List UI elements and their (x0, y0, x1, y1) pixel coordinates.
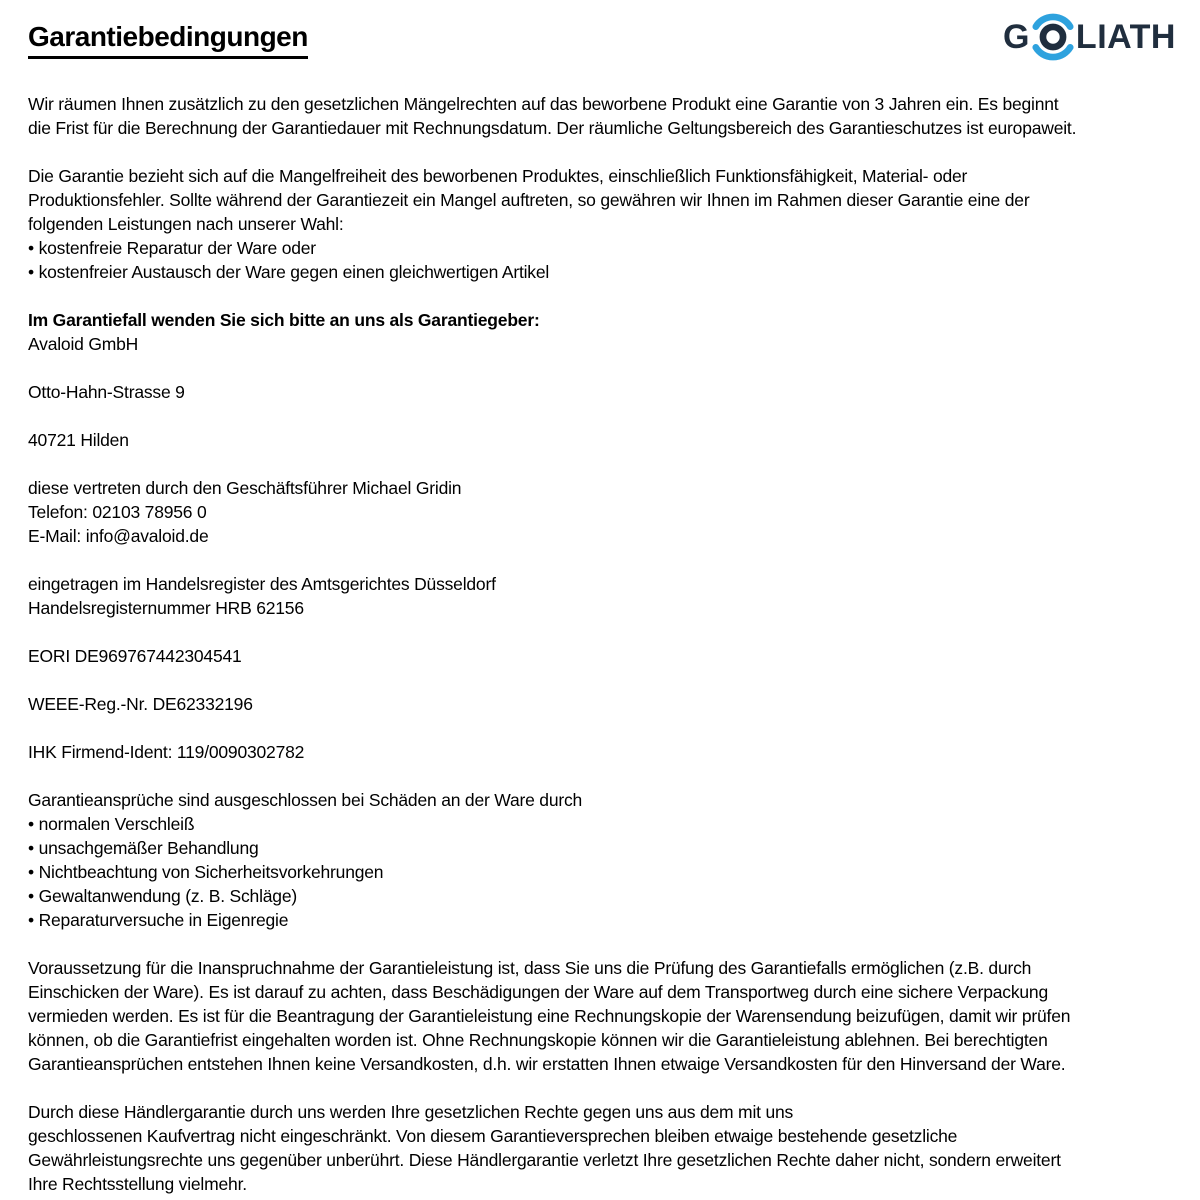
company-name: Avaloid GmbH (28, 334, 139, 354)
guarantor-heading: Im Garantiefall wenden Sie sich bitte an uns als Garantiegeber: (28, 310, 540, 330)
goliath-logo (1003, 8, 1176, 66)
text-line: • unsachgemäßer Behandlung (28, 838, 259, 858)
text-line: Die Garantie bezieht sich auf die Mangelfreiheit des beworbenen Produktes, einschließlich Funktionsfähigkeit, Material- oder (28, 166, 968, 186)
text-line: Ihre Rechtsstellung vielmehr. (28, 1174, 247, 1194)
city-address-block (28, 428, 1172, 452)
city-address: 40721 Hilden (28, 430, 129, 450)
text-line: diese vertreten durch den Geschäftsführer Michael Gridin (28, 478, 462, 498)
representative-block (28, 476, 1172, 548)
text-line: • Gewaltanwendung (z. B. Schläge) (28, 886, 297, 906)
text-line: Telefon: 02103 78956 0 (28, 502, 207, 522)
eori-block (28, 644, 1172, 668)
document-header (28, 18, 1176, 59)
text-line: folgenden Leistungen nach unserer Wahl: (28, 214, 344, 234)
text-line: Gewährleistungsrechte uns gegenüber unberührt. Diese Händlergarantie verletzt Ihre gesetzlichen Rechte daher nicht, sondern erweitert (28, 1150, 1061, 1170)
text-line: Garantieansprüchen entstehen Ihnen keine Versandkosten, d.h. wir erstatten Ihnen etwaige Versandkosten für den Hinversand der Ware. (28, 1054, 1066, 1074)
document-body (28, 92, 1172, 1196)
warranty-scope-paragraph (28, 164, 1172, 284)
text-line: können, ob die Garantiefrist eingehalten worden ist. Ohne Rechnungskopie können wir die Garantieleistung ablehnen. Bei berechtigten (28, 1030, 1048, 1050)
text-line: eingetragen im Handelsregister des Amtsgerichtes Düsseldorf (28, 574, 496, 594)
logo-letter-g: G (1002, 18, 1030, 56)
text-line: • Nichtbeachtung von Sicherheitsvorkehrungen (28, 862, 384, 882)
eori-number: EORI DE969767442304541 (28, 646, 242, 666)
closing-paragraph (28, 1100, 1172, 1196)
guarantor-block (28, 308, 1172, 356)
exclusions-paragraph (28, 788, 1172, 932)
text-line: Produktionsfehler. Sollte während der Garantiezeit ein Mangel auftreten, so gewähren wir Ihnen im Rahmen dieser Garantie eine der (28, 190, 1030, 210)
weee-number: WEEE-Reg.-Nr. DE62332196 (28, 694, 253, 714)
text-line: Einschicken der Ware). Es ist darauf zu achten, dass Beschädigungen der Ware auf dem Transportweg durch eine sichere Verpackung (28, 982, 1048, 1002)
ihk-number: IHK Firmend-Ident: 119/0090302782 (28, 742, 305, 762)
text-line: Voraussetzung für die Inanspruchnahme der Garantieleistung ist, dass Sie uns die Prüfung des Garantiefalls ermöglichen (z.B. durch (28, 958, 1032, 978)
street-address: Otto-Hahn-Strasse 9 (28, 382, 185, 402)
conditions-paragraph (28, 956, 1172, 1076)
logo-o-ring-icon (1031, 8, 1075, 66)
text-line: Wir räumen Ihnen zusätzlich zu den gesetzlichen Mängelrechten auf das beworbene Produkt eine Garantie von 3 Jahren ein. Es beginnt (28, 94, 1059, 114)
text-line: vermieden werden. Es ist für die Beantragung der Garantieleistung eine Rechnungskopie der Warensendung beizufügen, damit wir prüfen (28, 1006, 1071, 1026)
intro-paragraph (28, 92, 1172, 140)
text-line: • kostenfreie Reparatur der Ware oder (28, 238, 316, 258)
text-line: E-Mail: info@avaloid.de (28, 526, 209, 546)
text-line: • Reparaturversuche in Eigenregie (28, 910, 289, 930)
text-line: geschlossenen Kaufvertrag nicht eingeschränkt. Von diesem Garantieversprechen bleiben etwaige bestehende gesetzliche (28, 1126, 958, 1146)
text-line: • kostenfreier Austausch der Ware gegen einen gleichwertigen Artikel (28, 262, 550, 282)
text-line: Handelsregisternummer HRB 62156 (28, 598, 304, 618)
ihk-block (28, 740, 1172, 764)
register-block (28, 572, 1172, 620)
text-line: Durch diese Händlergarantie durch uns werden Ihre gesetzlichen Rechte gegen uns aus dem mit uns (28, 1102, 794, 1122)
weee-block (28, 692, 1172, 716)
logo-letters-liath: LIATH (1075, 18, 1176, 56)
page-title: Garantiebedingungen (28, 20, 308, 59)
street-address-block (28, 380, 1172, 404)
text-line: die Frist für die Berechnung der Garantiedauer mit Rechnungsdatum. Der räumliche Geltungsbereich des Garantieschutzes ist europaweit. (28, 118, 1077, 138)
text-line: Garantieansprüche sind ausgeschlossen bei Schäden an der Ware durch (28, 790, 583, 810)
text-line: • normalen Verschleiß (28, 814, 195, 834)
